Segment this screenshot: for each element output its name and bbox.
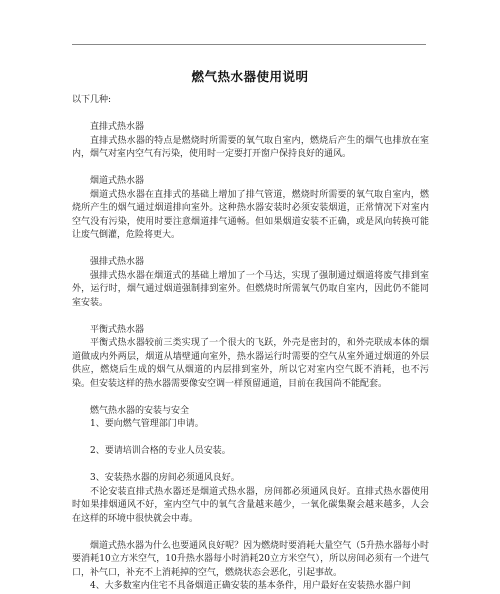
section-heading-forced: 强排式热水器 — [90, 257, 145, 267]
section-paragraph-flue: 烟道式热水器在直排式的基础上增加了排气管道，燃烧时所需要的氧气取自室内，燃烧所产生的烟气通过烟道排向室外。这种热水器安装时必须安装烟道，正常情况下对室内空气没有污染，使用时要注意烟道排气通畅。但如果烟道安装不正确，或是风向转换可能让废气倒灌，危险将更大。 — [72, 189, 429, 240]
intro-line: 以下几种: — [72, 95, 112, 105]
document-title: 燃气热水器使用说明 — [191, 69, 309, 84]
flue-ventilation-paragraph: 烟道式热水器为什么也要通风良好呢？因为燃烧时要消耗大量空气（5升热水器每小时要消耗10立方米空气，10升热水器每小时消耗20立方米空气），所以房间必须有一个进气口，补气口，补充不上消耗掉的空气，燃烧状态会恶化，引起事故。 — [72, 540, 429, 578]
spacer — [72, 526, 429, 540]
ventilation-paragraph: 不论安装直排式热水器还是烟道式热水器，房间都必须通风良好。直排式热水器使用时如果排烟通风不好，室内空气中的氧气含量越来越少，一氧化碳集聚会越来越多，人会在这样的环境中很快就会中毒。 — [72, 486, 429, 524]
section-paragraph-direct: 直排式热水器的特点是燃烧时所需要的氧气取自室内，燃烧后产生的烟气也排放在室内，烟气对室内空气有污染，使用时一定要打开窗户保持良好的通风。 — [72, 135, 429, 159]
spacer — [72, 108, 429, 122]
safety-item-2: 2、要请培训合格的专业人员安装。 — [90, 446, 231, 456]
spacer — [72, 459, 429, 473]
section-heading-balanced: 平衡式热水器 — [90, 324, 145, 335]
section-heading-flue: 烟道式热水器 — [90, 176, 145, 186]
document-body — [72, 94, 429, 594]
spacer — [72, 243, 429, 257]
cutoff-paragraph: 4、大多数室内住宅不具备烟道正确安装的基本条件，用户最好在安装热水器户间 — [90, 581, 411, 591]
spacer — [72, 432, 429, 446]
header-rule — [72, 44, 426, 45]
section-paragraph-forced: 强排式热水器在烟道式的基础上增加了一个马达，实现了强制通过烟道将废气排到室外，运行时，烟气通过烟道强制排到室外。但燃烧时所需氧气仍取自室内，因此仍不能同室安装。 — [72, 270, 429, 308]
spacer — [72, 391, 429, 405]
spacer — [72, 162, 429, 176]
section-paragraph-balanced: 平衡式热水器较前三类实现了一个很大的飞跃，外壳是密封的，和外壳联成本体的烟道做成内外两层，烟道从墙壁通向室外，热水器运行时需要的空气从室外通过烟道的外层供应，燃烧后生成的烟气从烟道的内层排到室外，所以它对室内空气既不消耗，也不污染。但安装这样的热水器需要像安空调一样预留通道，目前在我国尚不能配套。 — [72, 338, 429, 389]
spacer — [72, 310, 429, 324]
section-heading-direct: 直排式热水器 — [90, 122, 145, 132]
safety-title: 燃气热水器的安装与安全 — [90, 405, 190, 416]
safety-item-1: 1、要向燃气管理部门申请。 — [90, 419, 204, 429]
safety-item-3: 3、安装热水器的房间必须通风良好。 — [90, 473, 240, 483]
